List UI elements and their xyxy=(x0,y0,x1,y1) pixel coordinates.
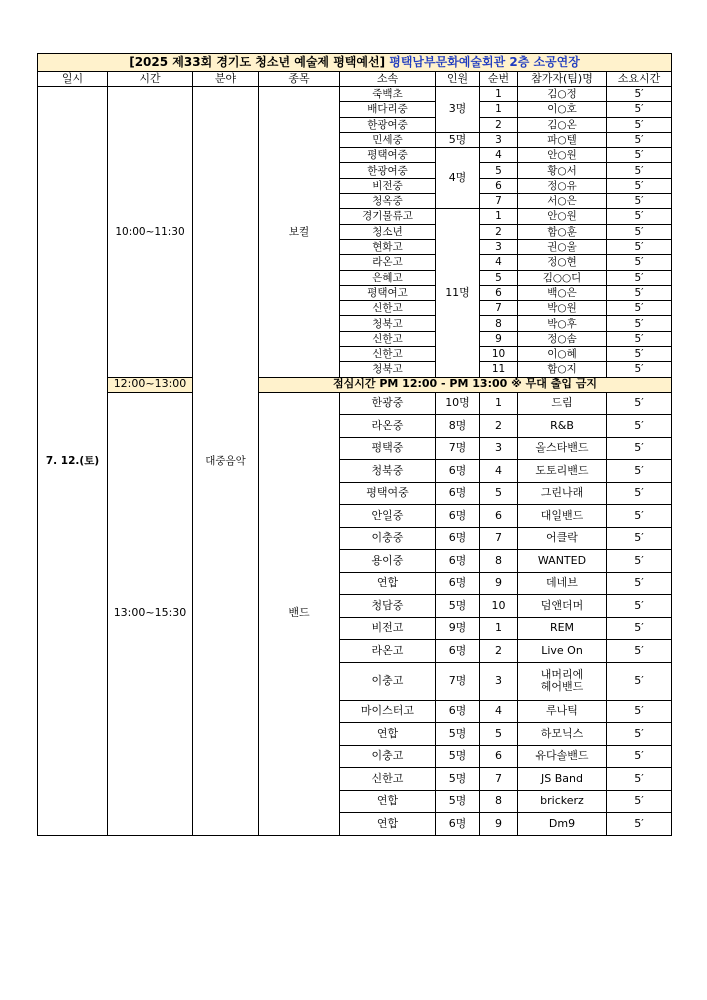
participant-line: 내머리에 xyxy=(540,667,584,681)
school-cell: 평택중 xyxy=(340,437,436,460)
school-cell: 신한고 xyxy=(340,331,436,346)
participant-cell: 어클락 xyxy=(518,527,607,550)
duration-cell: 5′ xyxy=(607,132,672,147)
count-cell: 6명 xyxy=(436,640,480,663)
order-cell: 3 xyxy=(480,132,518,147)
count-cell: 6명 xyxy=(436,527,480,550)
count-cell: 6명 xyxy=(436,813,480,836)
participant-cell: 하모닉스 xyxy=(518,723,607,746)
school-cell: 라온고 xyxy=(340,640,436,663)
participant-cell: 김○정 xyxy=(518,87,607,102)
participant-cell: 정○현 xyxy=(518,255,607,270)
order-cell: 9 xyxy=(480,331,518,346)
school-cell: 연합 xyxy=(340,723,436,746)
duration-cell: 5′ xyxy=(607,617,672,640)
vocal-time-cell: 10:00~11:30 xyxy=(108,87,193,378)
school-cell: 비전고 xyxy=(340,617,436,640)
participant-cell: REM xyxy=(518,617,607,640)
duration-cell: 5′ xyxy=(607,662,672,700)
page-title xyxy=(38,54,672,72)
participant-cell: 파○텔 xyxy=(518,132,607,147)
header-time: 시간 xyxy=(108,72,193,87)
duration-cell: 5′ xyxy=(607,255,672,270)
order-cell: 7 xyxy=(480,301,518,316)
school-cell: 이충중 xyxy=(340,527,436,550)
duration-cell: 5′ xyxy=(607,392,672,415)
duration-cell: 5′ xyxy=(607,209,672,224)
order-cell: 3 xyxy=(480,662,518,700)
school-cell: 연합 xyxy=(340,790,436,813)
school-cell: 용이중 xyxy=(340,550,436,573)
order-cell: 2 xyxy=(480,224,518,239)
school-cell: 평택여고 xyxy=(340,285,436,300)
title-venue: 평택남부문화예술회관 2층 소공연장 xyxy=(389,54,580,69)
order-cell: 10 xyxy=(480,595,518,618)
school-cell: 비전중 xyxy=(340,178,436,193)
table-row xyxy=(38,392,672,415)
order-cell: 8 xyxy=(480,790,518,813)
school-cell: 민세중 xyxy=(340,132,436,147)
duration-cell: 5′ xyxy=(607,813,672,836)
header-date: 일시 xyxy=(38,72,108,87)
count-cell: 5명 xyxy=(436,723,480,746)
school-cell: 경기물류고 xyxy=(340,209,436,224)
duration-cell: 5′ xyxy=(607,700,672,723)
participant-line: 헤어밴드 xyxy=(540,680,584,694)
participant-cell: 김○○디 xyxy=(518,270,607,285)
participant-cell: 안○원 xyxy=(518,209,607,224)
school-cell: 한광중 xyxy=(340,392,436,415)
participant-cell: 도토리밴드 xyxy=(518,460,607,483)
count-cell: 7명 xyxy=(436,437,480,460)
duration-cell: 5′ xyxy=(607,148,672,163)
participant-cell: 유다솔밴드 xyxy=(518,745,607,768)
school-cell: 한광여중 xyxy=(340,117,436,132)
participant-cell: 데네브 xyxy=(518,572,607,595)
participant-cell: 김○온 xyxy=(518,117,607,132)
school-cell: 라온고 xyxy=(340,255,436,270)
participant-cell: 루나틱 xyxy=(518,700,607,723)
order-cell: 5 xyxy=(480,270,518,285)
participant-cell: 함○지 xyxy=(518,362,607,377)
count-cell: 8명 xyxy=(436,415,480,438)
order-cell: 6 xyxy=(480,505,518,528)
participant-cell: 정○유 xyxy=(518,178,607,193)
order-cell: 11 xyxy=(480,362,518,377)
school-cell: 죽백초 xyxy=(340,87,436,102)
count-cell: 10명 xyxy=(436,392,480,415)
participant-cell: 백○은 xyxy=(518,285,607,300)
participant-cell: 이○혜 xyxy=(518,347,607,362)
lunch-row xyxy=(38,377,672,392)
count-cell: 6명 xyxy=(436,460,480,483)
count-cell: 5명 xyxy=(436,132,480,147)
duration-cell: 5′ xyxy=(607,482,672,505)
count-cell: 6명 xyxy=(436,482,480,505)
school-cell: 청북고 xyxy=(340,316,436,331)
band-category-cell: 밴드 xyxy=(259,392,340,835)
participant-cell: 안○원 xyxy=(518,148,607,163)
order-cell: 4 xyxy=(480,460,518,483)
order-cell: 1 xyxy=(480,617,518,640)
header-field: 분야 xyxy=(193,72,259,87)
participant-cell: 황○서 xyxy=(518,163,607,178)
count-cell: 5명 xyxy=(436,745,480,768)
order-cell: 9 xyxy=(480,813,518,836)
order-cell: 5 xyxy=(480,482,518,505)
participant-cell: 서○은 xyxy=(518,194,607,209)
participant-cell: 권○울 xyxy=(518,239,607,254)
header-school: 소속 xyxy=(340,72,436,87)
order-cell: 3 xyxy=(480,239,518,254)
band-time-cell: 13:00~15:30 xyxy=(108,392,193,835)
school-cell: 청북고 xyxy=(340,362,436,377)
school-cell: 신한고 xyxy=(340,301,436,316)
duration-cell: 5′ xyxy=(607,87,672,102)
duration-cell: 5′ xyxy=(607,347,672,362)
table-row xyxy=(38,87,672,102)
count-cell: 6명 xyxy=(436,700,480,723)
duration-cell: 5′ xyxy=(607,178,672,193)
school-cell: 은혜고 xyxy=(340,270,436,285)
participant-cell: 드림 xyxy=(518,392,607,415)
duration-cell: 5′ xyxy=(607,117,672,132)
duration-cell: 5′ xyxy=(607,163,672,178)
order-cell: 1 xyxy=(480,209,518,224)
school-cell: 신한고 xyxy=(340,347,436,362)
count-cell: 5명 xyxy=(436,768,480,791)
participant-cell: 박○후 xyxy=(518,316,607,331)
participant-cell: 올스타밴드 xyxy=(518,437,607,460)
school-cell: 이충고 xyxy=(340,745,436,768)
order-cell: 2 xyxy=(480,117,518,132)
order-cell: 4 xyxy=(480,700,518,723)
lunch-time-cell: 12:00~13:00 xyxy=(108,377,193,392)
participant-cell: 이○호 xyxy=(518,102,607,117)
school-cell: 청소년 xyxy=(340,224,436,239)
participant-cell: 정○솜 xyxy=(518,331,607,346)
school-cell: 평택여중 xyxy=(340,148,436,163)
school-cell: 연합 xyxy=(340,572,436,595)
count-cell: 5명 xyxy=(436,790,480,813)
order-cell: 7 xyxy=(480,768,518,791)
title-event: [2025 제33회 경기도 청소년 예술제 평택예선] xyxy=(129,54,386,69)
order-cell: 4 xyxy=(480,255,518,270)
participant-cell: 함○훈 xyxy=(518,224,607,239)
participant-cell xyxy=(518,662,607,700)
school-cell: 한광여중 xyxy=(340,163,436,178)
count-cell: 3명 xyxy=(436,87,480,133)
school-cell: 청담중 xyxy=(340,595,436,618)
school-cell: 청북중 xyxy=(340,460,436,483)
school-cell: 이충고 xyxy=(340,662,436,700)
count-cell: 6명 xyxy=(436,572,480,595)
duration-cell: 5′ xyxy=(607,270,672,285)
duration-cell: 5′ xyxy=(607,285,672,300)
duration-cell: 5′ xyxy=(607,316,672,331)
header-order: 순번 xyxy=(480,72,518,87)
vocal-category-cell: 보컬 xyxy=(259,87,340,378)
participant-cell: 덤앤더머 xyxy=(518,595,607,618)
duration-cell: 5′ xyxy=(607,224,672,239)
duration-cell: 5′ xyxy=(607,640,672,663)
order-cell: 2 xyxy=(480,640,518,663)
participant-cell: 그린나래 xyxy=(518,482,607,505)
header-duration: 소요시간 xyxy=(607,72,672,87)
duration-cell: 5′ xyxy=(607,745,672,768)
duration-cell: 5′ xyxy=(607,550,672,573)
duration-cell: 5′ xyxy=(607,505,672,528)
school-cell: 안일중 xyxy=(340,505,436,528)
participant-cell: R&B xyxy=(518,415,607,438)
order-cell: 5 xyxy=(480,163,518,178)
header-category: 종목 xyxy=(259,72,340,87)
header-participant: 참가자(팀)명 xyxy=(518,72,607,87)
order-cell: 7 xyxy=(480,527,518,550)
order-cell: 6 xyxy=(480,285,518,300)
duration-cell: 5′ xyxy=(607,415,672,438)
participant-cell: JS Band xyxy=(518,768,607,791)
school-cell: 평택여중 xyxy=(340,482,436,505)
header-row xyxy=(38,72,672,87)
participant-cell: 대일밴드 xyxy=(518,505,607,528)
school-cell: 라온중 xyxy=(340,415,436,438)
duration-cell: 5′ xyxy=(607,362,672,377)
duration-cell: 5′ xyxy=(607,437,672,460)
duration-cell: 5′ xyxy=(607,572,672,595)
lunch-notice: 점심시간 PM 12:00 - PM 13:00 ※ 무대 출입 금지 xyxy=(259,377,672,392)
order-cell: 1 xyxy=(480,87,518,102)
duration-cell: 5′ xyxy=(607,595,672,618)
count-cell: 6명 xyxy=(436,550,480,573)
schedule-table xyxy=(37,53,672,836)
count-cell: 11명 xyxy=(436,209,480,377)
school-cell: 현화고 xyxy=(340,239,436,254)
count-cell: 4명 xyxy=(436,148,480,209)
participant-cell: WANTED xyxy=(518,550,607,573)
participant-cell: Dm9 xyxy=(518,813,607,836)
order-cell: 9 xyxy=(480,572,518,595)
duration-cell: 5′ xyxy=(607,102,672,117)
school-cell: 연합 xyxy=(340,813,436,836)
count-cell: 6명 xyxy=(436,505,480,528)
school-cell: 마이스터고 xyxy=(340,700,436,723)
count-cell: 9명 xyxy=(436,617,480,640)
duration-cell: 5′ xyxy=(607,723,672,746)
order-cell: 10 xyxy=(480,347,518,362)
duration-cell: 5′ xyxy=(607,460,672,483)
order-cell: 1 xyxy=(480,102,518,117)
school-cell: 청옥중 xyxy=(340,194,436,209)
order-cell: 5 xyxy=(480,723,518,746)
order-cell: 8 xyxy=(480,316,518,331)
duration-cell: 5′ xyxy=(607,301,672,316)
header-count: 인원 xyxy=(436,72,480,87)
duration-cell: 5′ xyxy=(607,768,672,791)
school-cell: 배다리중 xyxy=(340,102,436,117)
participant-cell: brickerz xyxy=(518,790,607,813)
duration-cell: 5′ xyxy=(607,790,672,813)
order-cell: 7 xyxy=(480,194,518,209)
duration-cell: 5′ xyxy=(607,527,672,550)
duration-cell: 5′ xyxy=(607,331,672,346)
participant-cell: 박○원 xyxy=(518,301,607,316)
duration-cell: 5′ xyxy=(607,239,672,254)
date-cell: 7. 12.(토) xyxy=(38,87,108,836)
count-cell: 7명 xyxy=(436,662,480,700)
field-cell: 대중음악 xyxy=(193,87,259,836)
school-cell: 신한고 xyxy=(340,768,436,791)
order-cell: 8 xyxy=(480,550,518,573)
order-cell: 2 xyxy=(480,415,518,438)
participant-cell: Live On xyxy=(518,640,607,663)
order-cell: 3 xyxy=(480,437,518,460)
order-cell: 4 xyxy=(480,148,518,163)
count-cell: 5명 xyxy=(436,595,480,618)
duration-cell: 5′ xyxy=(607,194,672,209)
order-cell: 1 xyxy=(480,392,518,415)
order-cell: 6 xyxy=(480,178,518,193)
order-cell: 6 xyxy=(480,745,518,768)
